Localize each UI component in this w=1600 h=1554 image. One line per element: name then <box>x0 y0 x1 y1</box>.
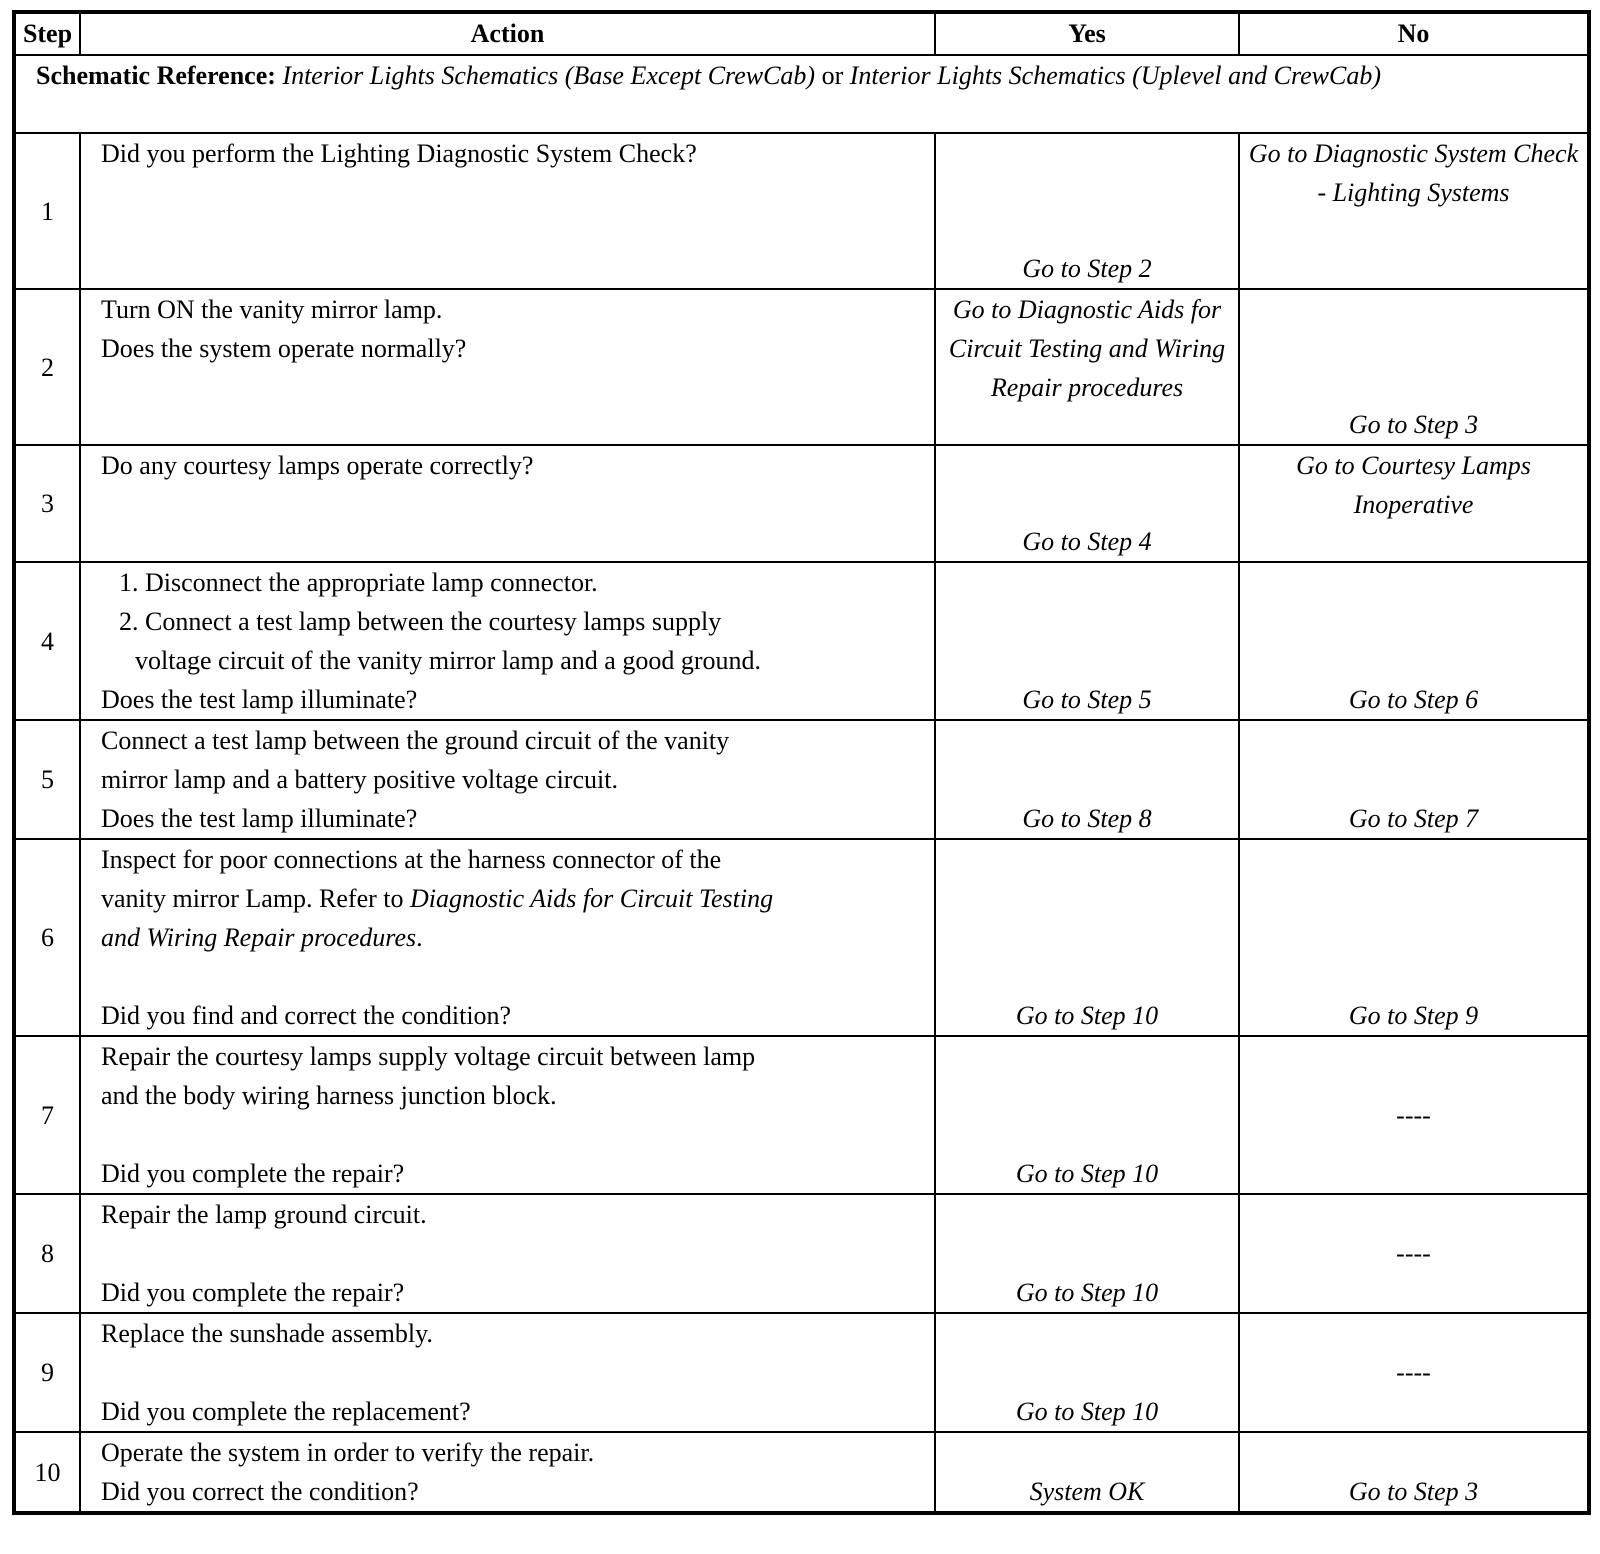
action-line: Repair the courtesy lamps supply voltage circuit between lamp <box>101 1042 756 1071</box>
yes-cell[interactable]: Go to Step 10 <box>935 1036 1239 1194</box>
action-line: voltage circuit of the vanity mirror lamp and a good ground. <box>135 646 761 675</box>
action-cell <box>80 133 935 289</box>
step-number: 5 <box>14 720 80 839</box>
no-cell: ---- <box>1239 1313 1589 1432</box>
action-line: Operate the system in order to verify the repair. <box>101 1438 595 1467</box>
schematic-reference <box>14 55 1589 133</box>
action-line: Did you complete the repair? <box>101 1159 405 1188</box>
action-line <box>101 957 926 996</box>
diagnostic-table <box>12 10 1591 1515</box>
step-number: 10 <box>14 1432 80 1513</box>
no-cell[interactable]: Go to Step 3 <box>1239 1432 1589 1513</box>
action-text: . <box>416 923 423 952</box>
action-line: Did you correct the condition? <box>101 1477 419 1506</box>
no-cell[interactable]: Go to Diagnostic System Check - Lighting Systems <box>1239 133 1589 289</box>
action-cell <box>80 839 935 1036</box>
no-cell[interactable]: Go to Step 9 <box>1239 839 1589 1036</box>
action-line: mirror lamp and a battery positive voltage circuit. <box>101 765 618 794</box>
yes-cell: System OK <box>935 1432 1239 1513</box>
no-cell: ---- <box>1239 1194 1589 1313</box>
header-yes: Yes <box>935 12 1239 55</box>
table-row <box>14 445 1589 562</box>
yes-cell[interactable]: Go to Step 2 <box>935 133 1239 289</box>
action-cell <box>80 1036 935 1194</box>
table-row <box>14 839 1589 1036</box>
action-line: Does the system operate normally? <box>101 334 467 363</box>
yes-cell[interactable]: Go to Step 8 <box>935 720 1239 839</box>
table-row <box>14 562 1589 720</box>
reference-link-base[interactable]: Interior Lights Schematics (Base Except CrewCab) <box>282 61 816 90</box>
table-row <box>14 1194 1589 1313</box>
action-cell <box>80 1432 935 1513</box>
diagnostic-aids-link-cont[interactable]: and Wiring Repair procedures <box>101 923 417 952</box>
action-line: Turn ON the vanity mirror lamp. <box>101 295 443 324</box>
action-line: and the body wiring harness junction block. <box>101 1081 557 1110</box>
no-cell: ---- <box>1239 1036 1589 1194</box>
header-action: Action <box>80 12 935 55</box>
step-number: 2 <box>14 289 80 445</box>
table-row <box>14 1313 1589 1432</box>
action-cell <box>80 562 935 720</box>
table-row <box>14 289 1589 445</box>
action-cell <box>80 289 935 445</box>
action-line: 1. Disconnect the appropriate lamp connector. <box>119 568 598 597</box>
table-row <box>14 720 1589 839</box>
action-cell <box>80 1313 935 1432</box>
step-number: 9 <box>14 1313 80 1432</box>
no-cell[interactable]: Go to Courtesy Lamps Inoperative <box>1239 445 1589 562</box>
yes-cell[interactable]: Go to Diagnostic Aids for Circuit Testing and Wiring Repair procedures <box>935 289 1239 445</box>
reference-link-uplevel[interactable]: Interior Lights Schematics (Uplevel and CrewCab) <box>849 61 1381 90</box>
action-text: vanity mirror Lamp. Refer to <box>101 884 411 913</box>
action-cell <box>80 720 935 839</box>
table-row <box>14 1432 1589 1513</box>
action-line: Inspect for poor connections at the harness connector of the <box>101 845 722 874</box>
step-number: 6 <box>14 839 80 1036</box>
reference-or: or <box>815 61 850 90</box>
action-line <box>101 918 926 957</box>
step-number: 8 <box>14 1194 80 1313</box>
reference-label: Schematic Reference: <box>36 61 276 90</box>
diagnostic-aids-link[interactable]: Diagnostic Aids for Circuit Testing <box>410 884 774 913</box>
step-number: 4 <box>14 562 80 720</box>
action-line: Replace the sunshade assembly. <box>101 1319 433 1348</box>
action-line: Connect a test lamp between the ground circuit of the vanity <box>101 726 730 755</box>
action-line: Did you find and correct the condition? <box>101 1001 512 1030</box>
yes-cell[interactable]: Go to Step 10 <box>935 1194 1239 1313</box>
action-line: 2. Connect a test lamp between the courtesy lamps supply <box>119 607 722 636</box>
action-line: Did you complete the replacement? <box>101 1397 471 1426</box>
yes-cell[interactable]: Go to Step 5 <box>935 562 1239 720</box>
action-cell <box>80 1194 935 1313</box>
action-line: Did you perform the Lighting Diagnostic System Check? <box>101 139 697 168</box>
table-row <box>14 1036 1589 1194</box>
schematic-reference-row <box>14 55 1589 133</box>
yes-cell[interactable]: Go to Step 4 <box>935 445 1239 562</box>
action-cell <box>80 445 935 562</box>
action-line: Repair the lamp ground circuit. <box>101 1200 427 1229</box>
action-line: Do any courtesy lamps operate correctly? <box>101 451 534 480</box>
no-cell[interactable]: Go to Step 7 <box>1239 720 1589 839</box>
yes-cell[interactable]: Go to Step 10 <box>935 1313 1239 1432</box>
no-cell[interactable]: Go to Step 6 <box>1239 562 1589 720</box>
action-line: Does the test lamp illuminate? <box>101 685 418 714</box>
yes-cell[interactable]: Go to Step 10 <box>935 839 1239 1036</box>
header-no: No <box>1239 12 1589 55</box>
header-row <box>14 12 1589 55</box>
action-line <box>101 879 926 918</box>
no-cell[interactable]: Go to Step 3 <box>1239 289 1589 445</box>
step-number: 3 <box>14 445 80 562</box>
action-line <box>101 1234 926 1273</box>
action-line: Did you complete the repair? <box>101 1278 405 1307</box>
table-row <box>14 133 1589 289</box>
step-number: 7 <box>14 1036 80 1194</box>
action-line <box>101 1115 926 1154</box>
step-number: 1 <box>14 133 80 289</box>
action-line <box>101 1353 926 1392</box>
header-step: Step <box>14 12 80 55</box>
action-line: Does the test lamp illuminate? <box>101 804 418 833</box>
